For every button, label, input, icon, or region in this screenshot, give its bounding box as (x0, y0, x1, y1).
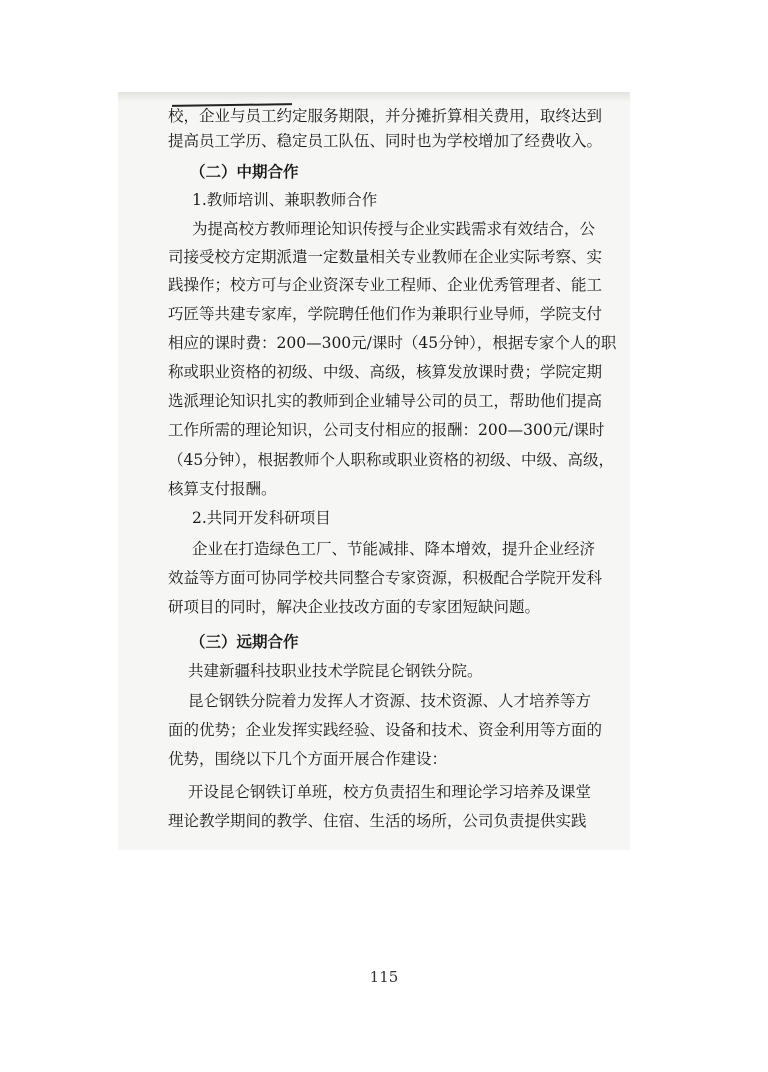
subheading-joint-research: 2.共同开发科研项目 (192, 509, 331, 527)
text-line-1: 校，企业与员工约定服务期限，并分摊折算相关费用，取终达到 (168, 107, 603, 125)
text-line-10: 称或职业资格的初级、中级、高级，核算发放课时费；学院定期 (168, 363, 603, 381)
text-line-8: 巧匠等共建专家库，学院聘任他们作为兼职行业导师，学院支付 (168, 305, 603, 323)
subheading-teacher-training: 1.教师培训、兼职教师合作 (192, 191, 378, 209)
text-line-2: 提高员工学历、稳定员工队伍、同时也为学校增加了经费收入。 (168, 132, 603, 150)
text-line-9: 相应的课时费：200—300元/课时（45分钟），根据专家个人的职 (168, 334, 617, 352)
text-line-21: 昆仑钢铁分院着力发挥人才资源、技术资源、人才培养等方 (188, 692, 592, 710)
text-line-17: 效益等方面可协同学校共同整合专家资源，积极配合学院开发科 (168, 569, 603, 587)
text-line-13: （45分钟），根据教师个人职称或职业资格的初级、中级、高级， (168, 451, 614, 469)
text-line-16: 企业在打造绿色工厂、节能减排、降本增效，提升企业经济 (192, 540, 596, 558)
text-line-25: 理论教学期间的教学、住宿、生活的场所，公司负责提供实践 (168, 812, 587, 830)
section-heading-long-term: （三）远期合作 (190, 632, 299, 651)
text-line-18: 研项目的同时，解决企业技改方面的专家团短缺问题。 (168, 598, 541, 616)
text-line-14: 核算支付报酬。 (168, 480, 277, 498)
text-line-20: 共建新疆科技职业技术学院昆仑钢铁分院。 (188, 662, 483, 680)
text-line-24: 开设昆仑钢铁订单班，校方负责招生和理论学习培养及课堂 (188, 783, 592, 801)
text-line-6: 司接受校方定期派遣一定数量相关专业教师在企业实际考察、实 (168, 248, 603, 266)
scan-edge-shadow (118, 92, 630, 102)
text-line-22: 面的优势；企业发挥实践经验、设备和技术、资金利用等方面的 (168, 721, 603, 739)
text-line-7: 践操作；校方可与企业资深专业工程师、企业优秀管理者、能工 (168, 276, 603, 294)
text-line-23: 优势，围绕以下几个方面开展合作建设： (168, 750, 448, 768)
page-number: 115 (369, 968, 399, 986)
section-heading-mid-term: （二）中期合作 (190, 162, 299, 181)
text-line-5: 为提高校方教师理论知识传授与企业实践需求有效结合，公 (192, 220, 596, 238)
text-line-11: 选派理论知识扎实的教师到企业辅导公司的员工，帮助他们提高 (168, 392, 603, 410)
text-line-12: 工作所需的理论知识，公司支付相应的报酬：200—300元/课时 (168, 421, 605, 439)
